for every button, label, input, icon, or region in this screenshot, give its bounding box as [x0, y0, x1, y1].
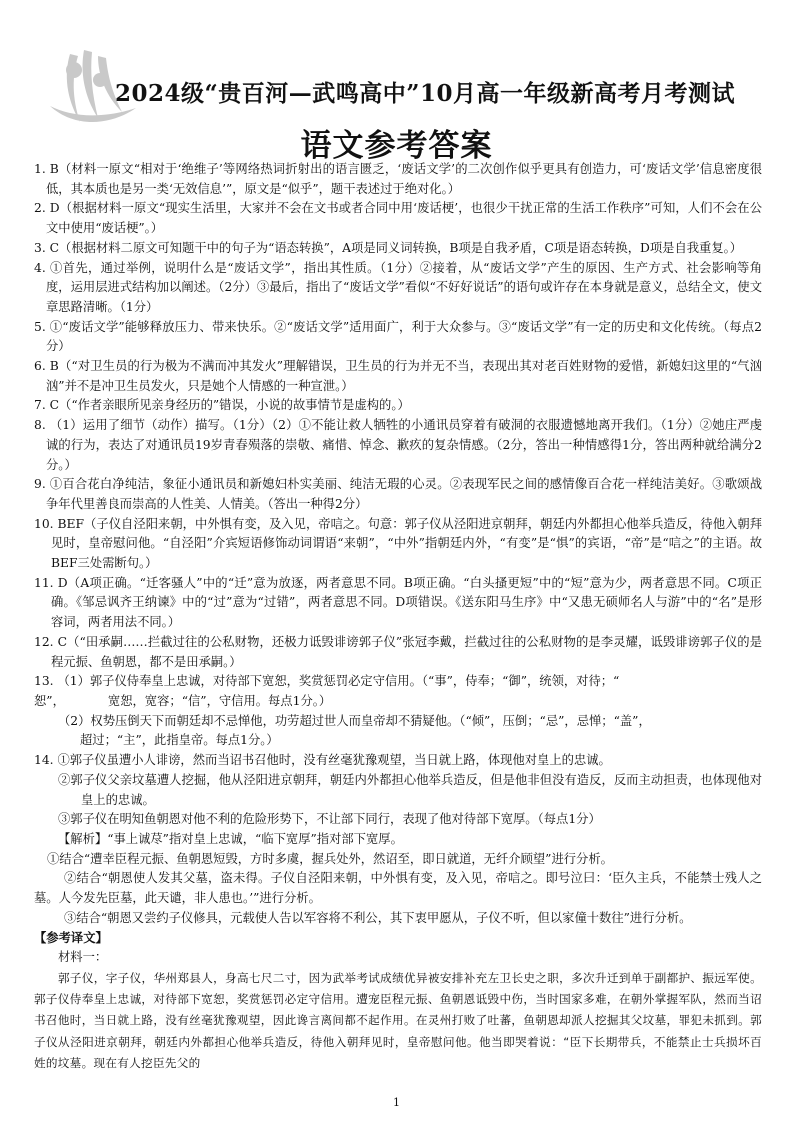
page-number: 1	[393, 1096, 400, 1109]
answer-1: 1. B（材料一原文“相对于‘绝维子’等网络热词折射出的语言匮乏，‘废话文学’的二次创作似乎更具有创造力，可‘废话文学’信息密度很低，其本质也是另一类‘无效信息’”，原文是“似乎”，题干表述过于绝对化。）	[34, 162, 762, 196]
answer-8: 8. （1）运用了细节（动作）描写。（1分）（2）①不能让救人牺牲的小通讯员穿着有破洞的衣服遗憾地离开我们。（1分）②她庄严虔诚的行为，表达了对通讯员19岁青春殒落的崇敬、痛惜、悼念、歉疚的复杂情感。（2分，答出一种情感得1分，答出两种就给满分2分。）	[34, 418, 762, 472]
answer-7: 7. C（“作者亲眼所见亲身经历的”错误，小说的故事情节是虚构的。）	[34, 398, 410, 413]
translation-label: 材料一：	[58, 950, 108, 965]
answer-11: 11. D（A项正确。“迁客骚人”中的“迁”意为放逐，两者意思不同。B项正确。“白头搔更短”中的“短”意为少，两者意思不同。C项正确。《邹忌讽齐王纳谏》中的“过”意为“过错”，两者意思不同。D项错误。《送东阳马生序》中“又患无硕师名人与游”中的“名”是形容词，两者用法不同。）	[34, 575, 762, 630]
exam-title: 2024级“贵百河—武鸣高中”10月高一年级新高考月考测试	[115, 80, 735, 107]
translation-heading: 【参考译文】	[34, 930, 108, 946]
answer-body	[34, 160, 762, 1074]
translation-text: 郭子仪，字子仪，华州郑县人，身高七尺二寸，因为武举考试成绩优异被安排补充左卫长史之职，多次升迁到单于副都护、振远军使。郭子仪侍奉皇上忠诚，对待部下宽恕，奖赏惩罚必定守信用。遭宠臣程元振、鱼朝恩诋毁中伤，当时国家多难，在朝外掌握军队，然而当诏书召他时，当日就上路，没有丝毫犹豫观望，因此谗言离间都不起作用。在灵州打败了吐蕃，鱼朝恩却派人挖掘其父坟墓，罪犯未抓到。郭子仪从泾阳进京朝拜，朝廷内外都担心他举兵造反，待他入朝拜见时，皇帝慰问他。他当即哭着说：“臣下长期带兵，不能禁止士兵损坏百姓的坟墓。现在有人挖臣先父的	[34, 970, 762, 1071]
answer-14-point-2: ②郭子仪父亲坟墓遭人挖掘，他从泾阳进京朝拜，朝廷内外都担心他举兵造反，但是他非但没有造反，反而主动担责，也体现他对皇上的忠诚。	[58, 772, 762, 807]
answer-13-line-2: 恕”， 宽恕，宽容；“信”，守信用。每点1分。）	[34, 693, 332, 708]
answer-10: 10. BEF（子仪自泾阳来朝，中外惧有变，及入见，帝唁之。句意：郭子仪从泾阳进京朝拜，朝廷内外都担心他举兵造反，待他入朝拜见时，皇帝慰问他。“自泾阳”介宾短语修饰动词谓语“来朝”，“中外”指朝廷内外，“有变”是“惧”的宾语，“帝”是“唁之”的主语。故BEF三处需断句。）	[34, 516, 762, 571]
answer-6: 6. B（“对卫生员的行为极为不满而冲其发火”理解错误，卫生员的行为并无不当，表现出其对老百姓财物的爱惜，新媳妇这里的“气汹汹”并不是冲卫生员发火，只是她个人情感的一种宣泄。）	[34, 359, 762, 393]
analysis-heading: 【解析】“事上诚荩”指对皇上忠诚，“临下宽厚”指对部下宽厚。	[58, 831, 403, 846]
answer-9: 9. ①百合花白净纯洁，象征小通讯员和新媳妇朴实美丽、纯洁无瑕的心灵。②表现军民之间的感情像百合花一样纯洁美好。③歌颂战争年代里善良而崇高的人性美、人情美。（答出一种得2分）	[34, 477, 762, 511]
answer-13-line-3: （2）权势压倒天下而朝廷却不忌惮他，功劳超过世人而皇帝却不猜疑他。（“倾”，压倒；“忌”，忌惮；“盖”，	[58, 713, 651, 728]
answer-3: 3. C（根据材料二原文可知题干中的句子为“语态转换”，A项是同义词转换，B项是自我矛盾，C项是语态转换，D项是自我重复。）	[34, 240, 743, 255]
answer-4: 4. ①首先，通过举例，说明什么是“废话文学”，指出其性质。（1分）②接着，从“废话文学”产生的原因、生产方式、社会影响等角度，运用层进式结构加以阐述。（2分）③最后，指出了“废话文学”看似“不好好说话”的语句或许存在本身就是意义，总结全文，使文章思路清晰。（1分）	[34, 260, 762, 314]
answer-13-line-4: 超过；“主”，此指皇帝。每点1分。）	[80, 733, 279, 748]
answer-14-point-3: ③郭子仪在明知鱼朝恩对他不利的危险形势下，不让部下同行，表现了他对待部下宽厚。（每点1分）	[58, 812, 601, 827]
answer-12: 12. C（“田承嗣……拦截过往的公私财物，还极力诋毁诽谤郭子仪”张冠李戴，拦截过往的公私财物的是李灵耀，诋毁诽谤郭子仪的是程元振、鱼朝恩，都不是田承嗣。）	[34, 634, 762, 669]
analysis-point-3: ③结合“朝恩又尝约子仪修具，元载使人告以军容将不利公，其下衷甲愿从，子仪不听，但以家僮十数往”进行分析。	[64, 910, 692, 925]
answer-5: 5. ①“废话文学”能够释放压力、带来快乐。②“废话文学”适用面广，利于大众参与。③“废话文学”有一定的历史和文化传统。（每点2分）	[34, 319, 762, 354]
analysis-point-1: ①结合“遭幸臣程元振、鱼朝恩短毁，方时多虞，握兵处外，然诏至，即日就道，无纤介顾望”进行分析。	[47, 851, 613, 866]
answer-13-line-1: 13. （1）郭子仪侍奉皇上忠诚，对待部下宽恕，奖赏惩罚必定守信用。（“事”，侍奉；“御”，统领，对待；“	[34, 674, 620, 689]
answer-key-heading: 语文参考答案	[300, 128, 493, 164]
answer-14-point-1: 14. ①郭子仪虽遭小人诽谤，然而当诏书召他时，没有丝毫犹豫观望，当日就上路，体现他对皇上的忠诚。	[34, 753, 611, 768]
answer-2: 2. D（根据材料一原文“现实生活里，大家并不会在文书或者合同中用‘废话梗’，也很少干扰正常的生活工作秩序”可知，人们不会在公文中使用“废话梗”。）	[34, 201, 762, 236]
analysis-point-2: ②结合“朝恩使人发其父墓，盗未得。子仪自泾阳来朝，中外惧有变，及入见，帝唁之。即号泣曰：‘臣久主兵，不能禁士残人之墓。人今发先臣墓，此天谴，非人患也。’”进行分析。	[34, 871, 762, 906]
